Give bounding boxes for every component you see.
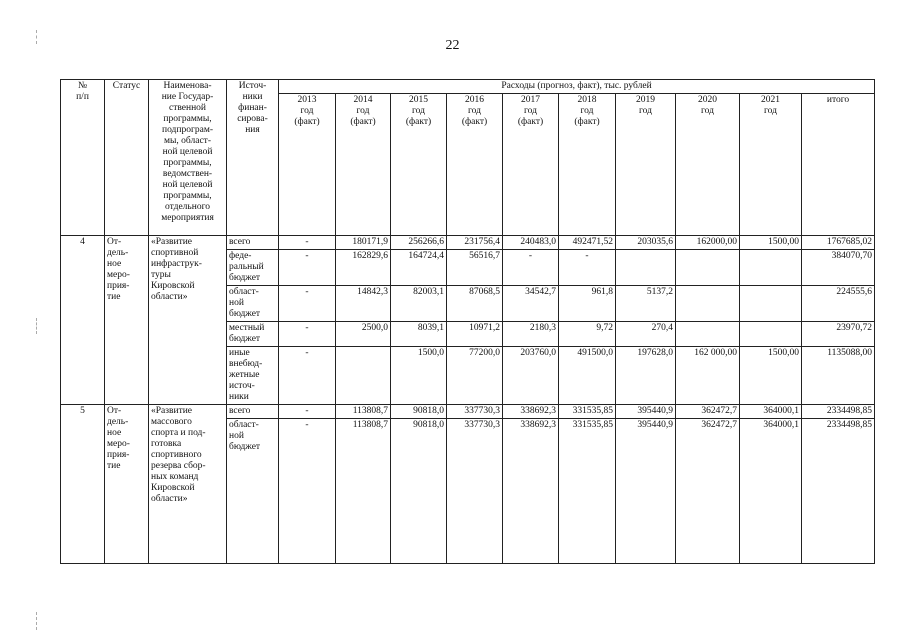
value-cell: 113808,7 bbox=[336, 405, 391, 419]
value-cell: 9,72 bbox=[559, 322, 616, 347]
value-cell: 337730,3 bbox=[447, 405, 503, 419]
value-cell: 256266,6 bbox=[391, 236, 447, 250]
value-cell: - bbox=[279, 347, 336, 405]
value-cell: - bbox=[503, 250, 559, 286]
value-cell: 395440,9 bbox=[616, 405, 676, 419]
row-name: «Развитие спортивной инфраструк- туры Кировской области» bbox=[149, 236, 227, 405]
row-source: феде- ральный бюджет bbox=[227, 250, 279, 286]
value-cell: 14842,3 bbox=[336, 286, 391, 322]
value-cell: 1500,00 bbox=[740, 347, 802, 405]
value-cell: 162000,00 bbox=[676, 236, 740, 250]
value-cell bbox=[676, 250, 740, 286]
table-row bbox=[61, 236, 875, 250]
value-cell: 1500,0 bbox=[391, 347, 447, 405]
value-cell: 2500,0 bbox=[336, 322, 391, 347]
table-row bbox=[61, 405, 875, 419]
header-year: 2019 год bbox=[616, 94, 676, 236]
value-cell: 491500,0 bbox=[559, 347, 616, 405]
value-cell: 362472,7 bbox=[676, 419, 740, 564]
header-year: 2020 год bbox=[676, 94, 740, 236]
value-cell: 90818,0 bbox=[391, 419, 447, 564]
page-number: 22 bbox=[445, 38, 460, 53]
value-cell bbox=[740, 250, 802, 286]
header-year: 2014 год (факт) bbox=[336, 94, 391, 236]
value-cell: - bbox=[279, 250, 336, 286]
header-year: 2021 год bbox=[740, 94, 802, 236]
value-cell: 395440,9 bbox=[616, 419, 676, 564]
value-cell: - bbox=[279, 322, 336, 347]
value-cell: 82003,1 bbox=[391, 286, 447, 322]
value-cell: 180171,9 bbox=[336, 236, 391, 250]
header-year: 2013 год (факт) bbox=[279, 94, 336, 236]
value-cell: 23970,72 bbox=[802, 322, 875, 347]
value-cell: 10971,2 bbox=[447, 322, 503, 347]
value-cell: - bbox=[279, 236, 336, 250]
header-year: 2017 год (факт) bbox=[503, 94, 559, 236]
value-cell: 203760,0 bbox=[503, 347, 559, 405]
row-source: местный бюджет bbox=[227, 322, 279, 347]
value-cell: 197628,0 bbox=[616, 347, 676, 405]
value-cell: - bbox=[279, 419, 336, 564]
value-cell: 364000,1 bbox=[740, 405, 802, 419]
row-source: всего bbox=[227, 236, 279, 250]
value-cell: 1500,00 bbox=[740, 236, 802, 250]
value-cell bbox=[676, 322, 740, 347]
header-source: Источ- ники финан- сирова- ния bbox=[227, 80, 279, 236]
header-name: Наименова- ние Государ- ственной программы, подпрограм- мы, област- ной целевой программы, ведомствен- ной целевой программы, отдельного мероприятия bbox=[149, 80, 227, 236]
value-cell: 203035,6 bbox=[616, 236, 676, 250]
value-cell: 270,4 bbox=[616, 322, 676, 347]
row-source: иные внебюд- жетные источ- ники bbox=[227, 347, 279, 405]
value-cell bbox=[676, 286, 740, 322]
scan-mark bbox=[36, 318, 39, 334]
value-cell: 2334498,85 bbox=[802, 419, 875, 564]
row-status: От- дель- ное меро- прия- тие bbox=[105, 405, 149, 564]
value-cell: - bbox=[279, 405, 336, 419]
value-cell: 87068,5 bbox=[447, 286, 503, 322]
header-year: 2018 год (факт) bbox=[559, 94, 616, 236]
row-number: 4 bbox=[61, 236, 105, 405]
value-cell bbox=[336, 347, 391, 405]
value-cell: 961,8 bbox=[559, 286, 616, 322]
row-source: всего bbox=[227, 405, 279, 419]
value-cell: 164724,4 bbox=[391, 250, 447, 286]
value-cell: 384070,70 bbox=[802, 250, 875, 286]
row-source: област- ной бюджет bbox=[227, 286, 279, 322]
value-cell: 364000,1 bbox=[740, 419, 802, 564]
value-cell: 1135088,00 bbox=[802, 347, 875, 405]
header-row bbox=[61, 80, 875, 94]
header-status: Статус bbox=[105, 80, 149, 236]
value-cell: 231756,4 bbox=[447, 236, 503, 250]
header-year: итого bbox=[802, 94, 875, 236]
value-cell: 338692,3 bbox=[503, 405, 559, 419]
value-cell: 34542,7 bbox=[503, 286, 559, 322]
value-cell: 2334498,85 bbox=[802, 405, 875, 419]
row-name: «Развитие массового спорта и под- готовка спортивного резерва сбор- ных команд Кировской области» bbox=[149, 405, 227, 564]
value-cell: 337730,3 bbox=[447, 419, 503, 564]
value-cell: 162 000,00 bbox=[676, 347, 740, 405]
row-number: 5 bbox=[61, 405, 105, 564]
budget-table bbox=[60, 79, 875, 564]
value-cell: 331535,85 bbox=[559, 405, 616, 419]
value-cell: 162829,6 bbox=[336, 250, 391, 286]
value-cell: 56516,7 bbox=[447, 250, 503, 286]
header-expenses: Расходы (прогноз, факт), тыс. рублей bbox=[279, 80, 875, 94]
header-year: 2015 год (факт) bbox=[391, 94, 447, 236]
scan-mark bbox=[36, 612, 39, 630]
value-cell: - bbox=[559, 250, 616, 286]
value-cell: 240483,0 bbox=[503, 236, 559, 250]
value-cell bbox=[740, 322, 802, 347]
value-cell: 90818,0 bbox=[391, 405, 447, 419]
value-cell: 2180,3 bbox=[503, 322, 559, 347]
value-cell: 8039,1 bbox=[391, 322, 447, 347]
value-cell: 224555,6 bbox=[802, 286, 875, 322]
header-num: № п/п bbox=[61, 80, 105, 236]
row-status: От- дель- ное меро- прия- тие bbox=[105, 236, 149, 405]
value-cell: - bbox=[279, 286, 336, 322]
value-cell: 338692,3 bbox=[503, 419, 559, 564]
value-cell bbox=[740, 286, 802, 322]
value-cell: 492471,52 bbox=[559, 236, 616, 250]
value-cell: 362472,7 bbox=[676, 405, 740, 419]
scan-mark bbox=[36, 30, 39, 44]
value-cell: 331535,85 bbox=[559, 419, 616, 564]
value-cell: 77200,0 bbox=[447, 347, 503, 405]
header-year: 2016 год (факт) bbox=[447, 94, 503, 236]
value-cell bbox=[616, 250, 676, 286]
value-cell: 113808,7 bbox=[336, 419, 391, 564]
value-cell: 5137,2 bbox=[616, 286, 676, 322]
row-source: област- ной бюджет bbox=[227, 419, 279, 564]
value-cell: 1767685,02 bbox=[802, 236, 875, 250]
